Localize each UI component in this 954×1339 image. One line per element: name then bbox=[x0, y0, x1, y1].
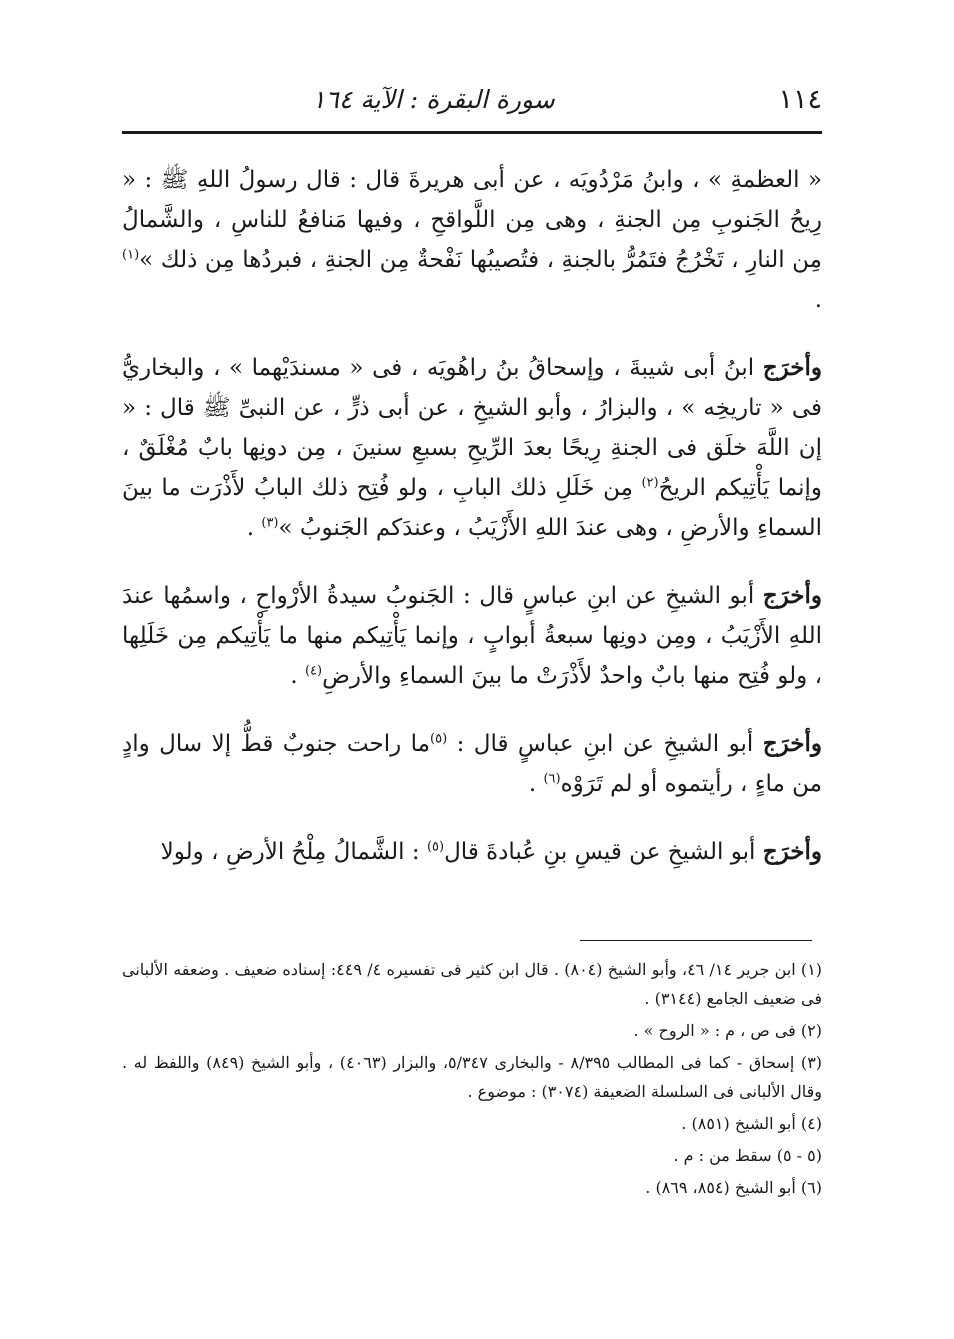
footnotes bbox=[122, 955, 822, 1205]
running-title: سورة البقرة : الآية ١٦٤ bbox=[312, 85, 555, 114]
paragraph: وأخرَج أبو الشيخِ عن ابنِ عباسٍ قال : الجَنوبُ سيدةُ الأرْواحِ ، واسمُها عندَ اللهِ الأَزْيَبُ ، ومِن دونِها سبعةُ أبوابٍ ، وإنما يَأْتِيكم منها ما يَأْتِيكم مِن خَلَلِها ، ولو فُتِح منها بابٌ واحدٌ لأَذْرَتْ ما بينَ السماءِ والأرضِ$^{(٤)}$ . bbox=[122, 582, 822, 689]
paragraph: وأخرَج أبو الشيخِ عن ابنِ عباسٍ قال : $^{(٥)}$ما راحت جنوبٌ قطُّ إلا سال وادٍ من ماءٍ ، رأيتموه أو لم تَرَوْه$^{(٦)}$ . bbox=[122, 730, 823, 797]
page-header bbox=[122, 78, 822, 122]
footnote: (٤) أبو الشيخ (٨٥١) . bbox=[681, 1114, 822, 1133]
body-text bbox=[122, 160, 822, 900]
paragraph: « العظمةِ » ، وابنُ مَرْدُويَه ، عن أبى هريرةَ قال : قال رسولُ اللهِ ﷺ : « رِيحُ الجَنوبِ مِن الجنةِ ، وهى مِن اللَّواقحِ ، وفيها مَنافعُ للناسِ ، والشَّمالُ مِن النارِ ، تَخْرُجُ فتَمُرُّ بالجنةِ ، فتُصيبُها نَفْحةٌ مِن الجنةِ ، فبردُها مِن ذلك »$^{(١)}$ . bbox=[122, 167, 822, 313]
footnote-ref: (٥) bbox=[430, 731, 448, 747]
footnote-ref: (٢) bbox=[641, 475, 659, 491]
footnote-ref: (٣) bbox=[261, 515, 279, 531]
footnote-ref: (٥) bbox=[426, 839, 445, 855]
header-rule bbox=[122, 131, 822, 134]
footnote: (٢) فى ص ، م : « الروح » . bbox=[633, 1021, 822, 1040]
footnote: (٣) إسحاق - كما فى المطالب ٨/٣٩٥ - والبخارى ٥/٣٤٧، والبزار (٤٠٦٣) ، وأبو الشيخ (٨٤٩) واللفظ له . وقال الألبانى فى السلسلة الضعيفة (٣٠٧٤) : موضوع . bbox=[122, 1053, 823, 1101]
footnote-rule bbox=[580, 940, 812, 941]
footnote-ref: (١) bbox=[122, 247, 140, 263]
footnote: (٥ - ٥) سقط من : م . bbox=[673, 1146, 822, 1165]
page-number: ١١٤ bbox=[778, 84, 822, 115]
footnote: (٦) أبو الشيخ (٨٥٤، ٨٦٩) . bbox=[645, 1178, 822, 1197]
footnote: (١) ابن جرير ١٤/ ٤٦، وأبو الشيخ (٨٠٤) . قال ابن كثير فى تفسيره ٤/ ٤٤٩: إسناده ضعيف . وضعفه الألبانى فى ضعيف الجامع (٣١٤٤) . bbox=[122, 960, 823, 1008]
footnote-ref: (٦) bbox=[543, 771, 561, 787]
footnote-ref: (٤) bbox=[304, 663, 323, 679]
paragraph: وأخرَج ابنُ أبى شيبةَ ، وإسحاقُ بنُ راهُويَه ، فى « مسندَيْهما » ، والبخاريُّ فى « تاريخِه » ، والبزارُ ، وأبو الشيخِ ، عن أبى ذرٍّ ، عن النبىِّ ﷺ قال : « إن اللَّهَ خلَق فى الجنةِ رِيحًا بعدَ الرِّيحِ بسبعِ سنينَ ، مِن دونِها بابٌ مُغْلَقٌ ، وإنما يَأْتِيكم الريحُ$^{(٢)}$ مِن خَلَلِ ذلك البابِ ، ولو فُتِح ذلك البابُ لأَذْرَت ما بينَ السماءِ والأرضِ ، وهى عندَ اللهِ الأَزْيَبُ ، وعندَكم الجَنوبُ »$^{(٣)}$ . bbox=[122, 354, 822, 541]
paragraph: وأخرَج أبو الشيخِ عن قيسِ بنِ عُبادةَ قال$^{(٥)}$ : الشَّمالُ مِلْحُ الأرضِ ، ولولا bbox=[160, 838, 822, 865]
